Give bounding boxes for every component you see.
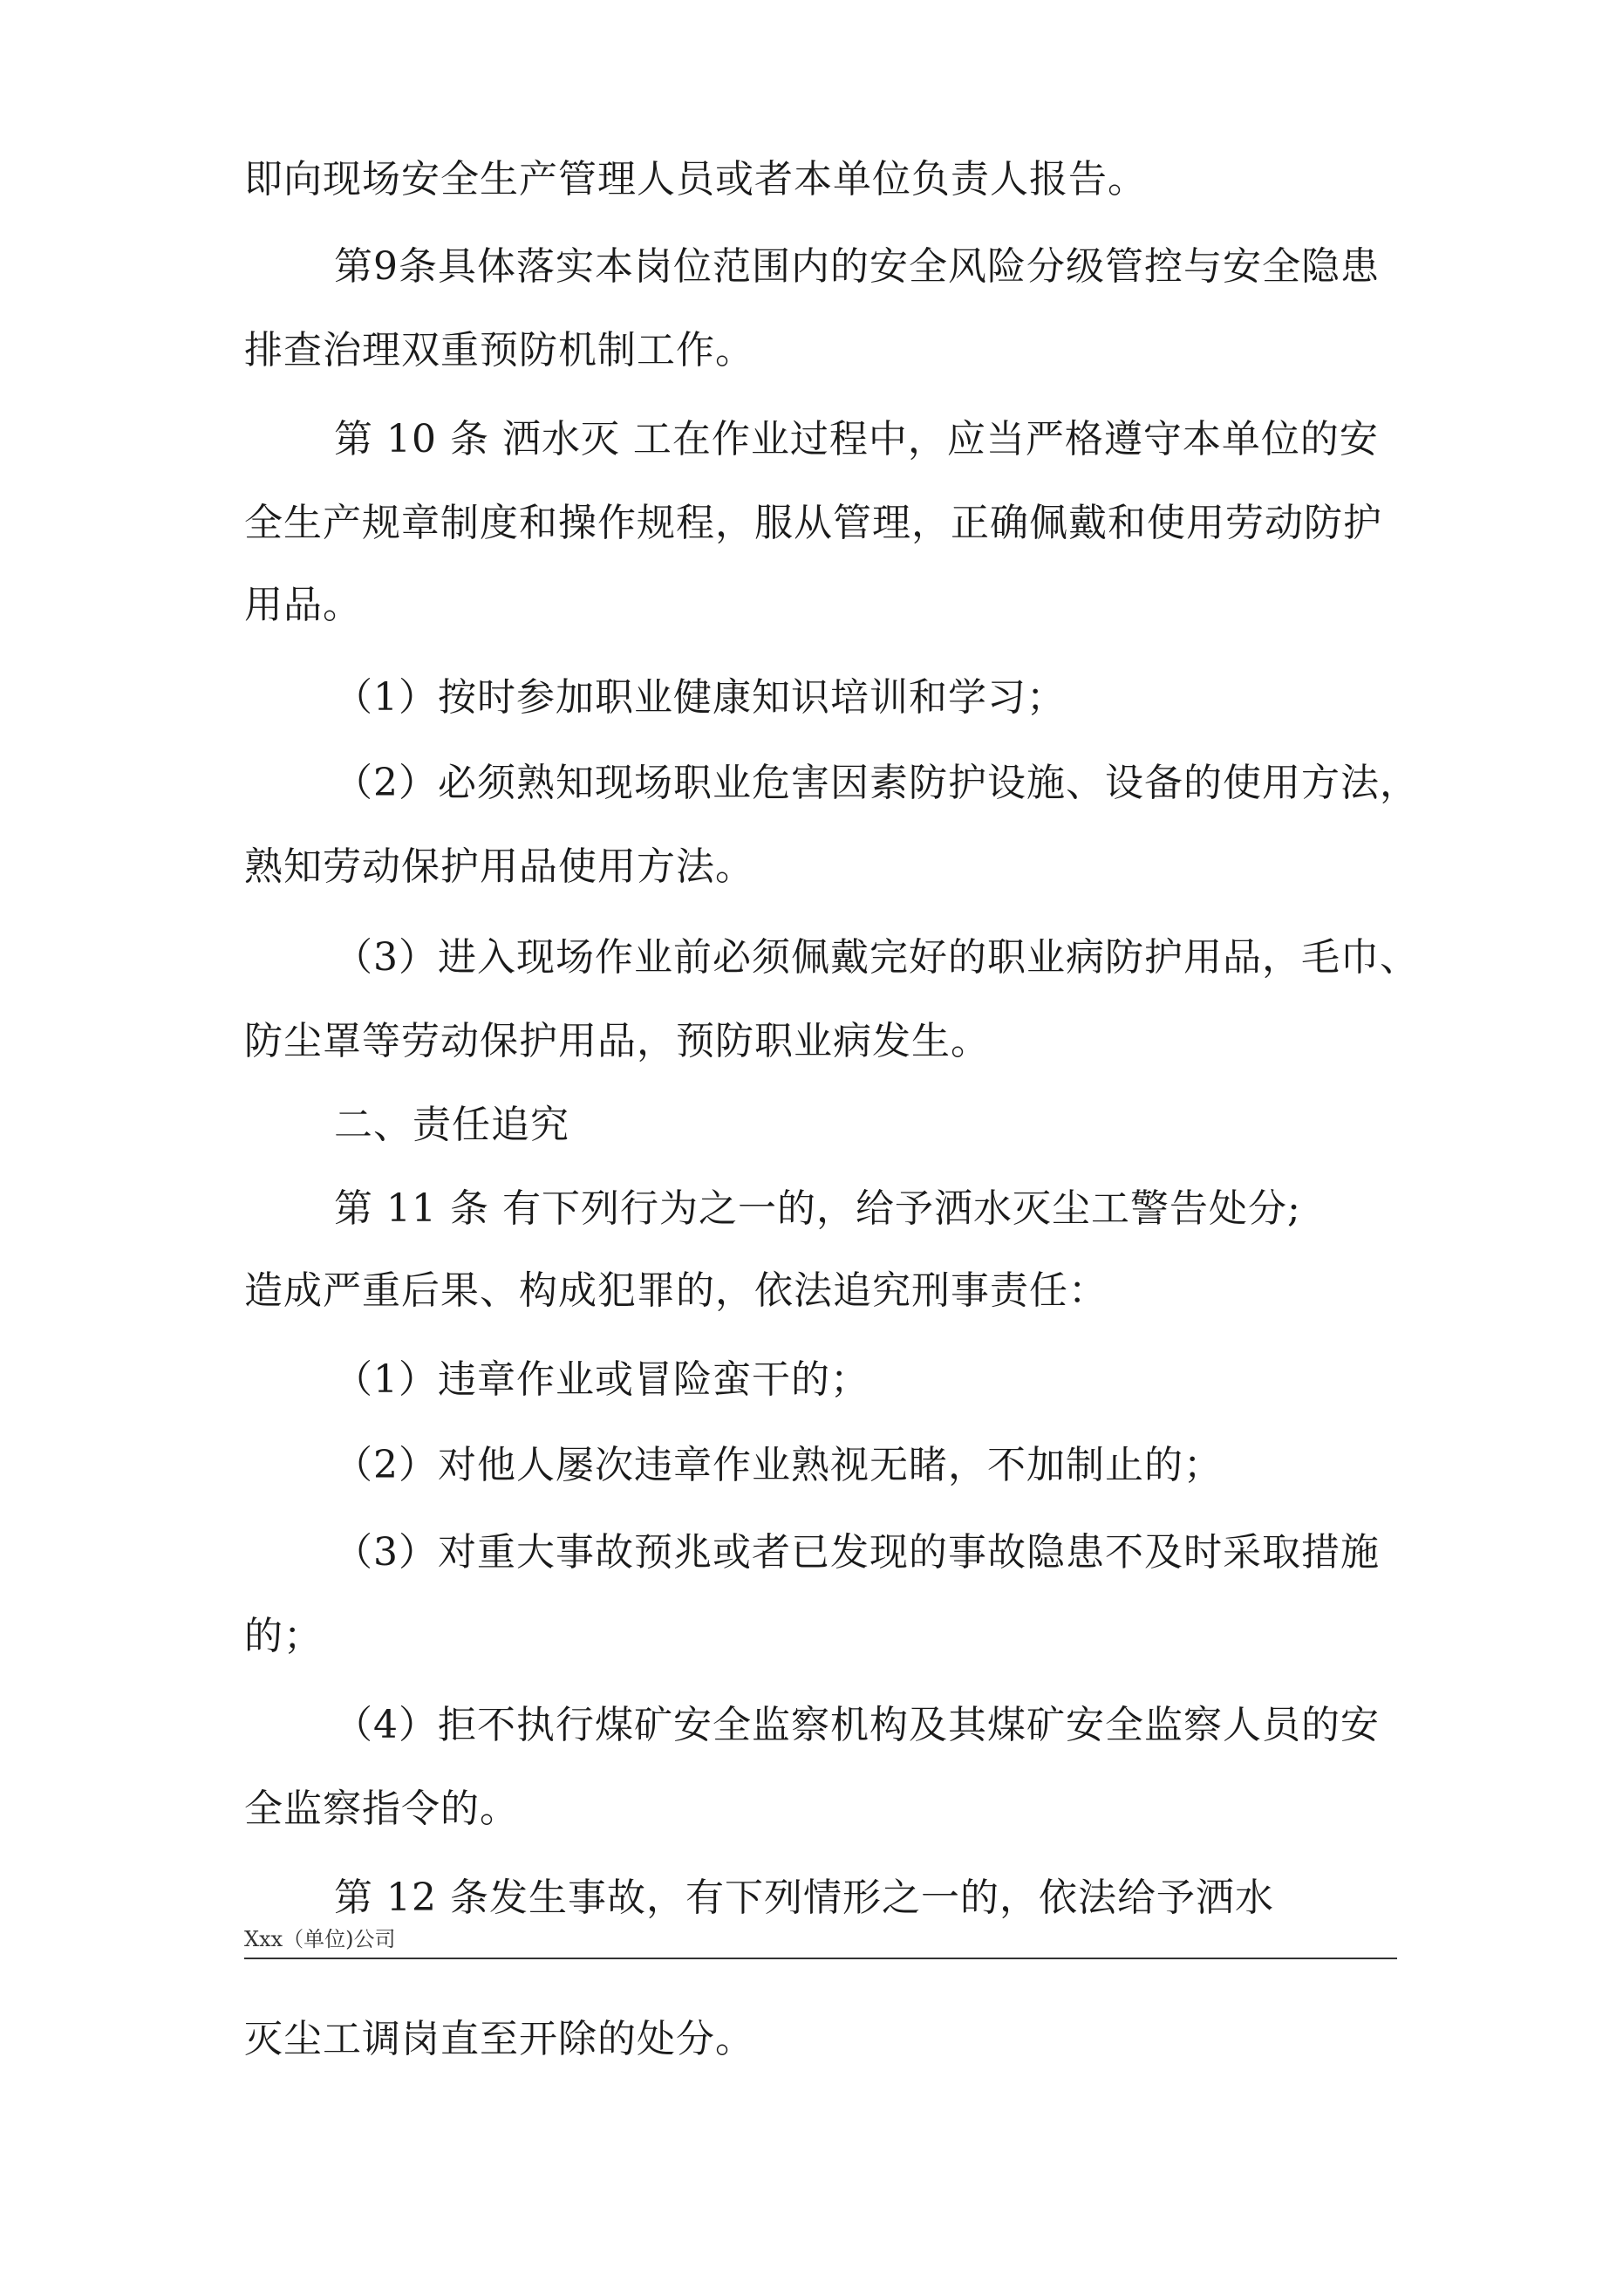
text-line-21: 第 12 条发生事故，有下列情形之一的，依法给予洒水 bbox=[334, 1876, 1274, 1920]
text-line-17: （3）对重大事故预兆或者已发现的事故隐患不及时采取措施 bbox=[334, 1530, 1380, 1575]
footer-divider bbox=[244, 1958, 1397, 1959]
text-line-11: 防尘罩等劳动保护用品，预防职业病发生。 bbox=[244, 1019, 990, 1063]
text-line-8: （2）必须熟知现场职业危害因素防护设施、设备的使用方法， bbox=[334, 761, 1419, 805]
footer-company: Xxx（单位)公司 bbox=[244, 1927, 396, 1951]
text-line-15: （1）违章作业或冒险蛮干的； bbox=[334, 1357, 869, 1402]
text-line-4: 第 10 条 洒水灭 工在作业过程中，应当严格遵守本单位的安 bbox=[334, 417, 1379, 461]
text-line-20: 全监察指令的。 bbox=[244, 1787, 519, 1831]
text-line-13: 第 11 条 有下列行为之一的，给予洒水灭尘工警告处分; bbox=[334, 1186, 1301, 1231]
text-line-7: （1）按时参加职业健康知识培训和学习； bbox=[334, 675, 1066, 720]
text-line-19: （4）拒不执行煤矿安全监察机构及其煤矿安全监察人员的安 bbox=[334, 1703, 1380, 1747]
text-line-5: 全生产规章制度和操作规程，服从管理，正确佩戴和使用劳动防护 bbox=[244, 501, 1382, 545]
text-line-16: （2）对他人屡次违章作业熟视无睹，不加制止的； bbox=[334, 1443, 1223, 1487]
text-line-10: （3）进入现场作业前必须佩戴完好的职业病防护用品，毛巾、 bbox=[334, 935, 1419, 980]
text-line-22: 灭尘工调岗直至开除的处分。 bbox=[244, 2017, 754, 2061]
text-line-3: 排查治理双重预防机制工作。 bbox=[244, 328, 754, 372]
text-line-18: 的； bbox=[244, 1614, 323, 1658]
text-line-14: 造成严重后果、构成犯罪的，依法追究刑事责任： bbox=[244, 1268, 1108, 1313]
text-line-2: 第9条具体落实本岗位范围内的安全风险分级管控与安全隐患 bbox=[334, 244, 1380, 289]
text-line-12: 二、责任追究 bbox=[334, 1103, 569, 1147]
text-line-9: 熟知劳动保护用品使用方法。 bbox=[244, 844, 754, 889]
text-line-6: 用品。 bbox=[244, 583, 362, 627]
text-line-1: 即向现场安全生产管理人员或者本单位负责人报告。 bbox=[244, 157, 1147, 202]
